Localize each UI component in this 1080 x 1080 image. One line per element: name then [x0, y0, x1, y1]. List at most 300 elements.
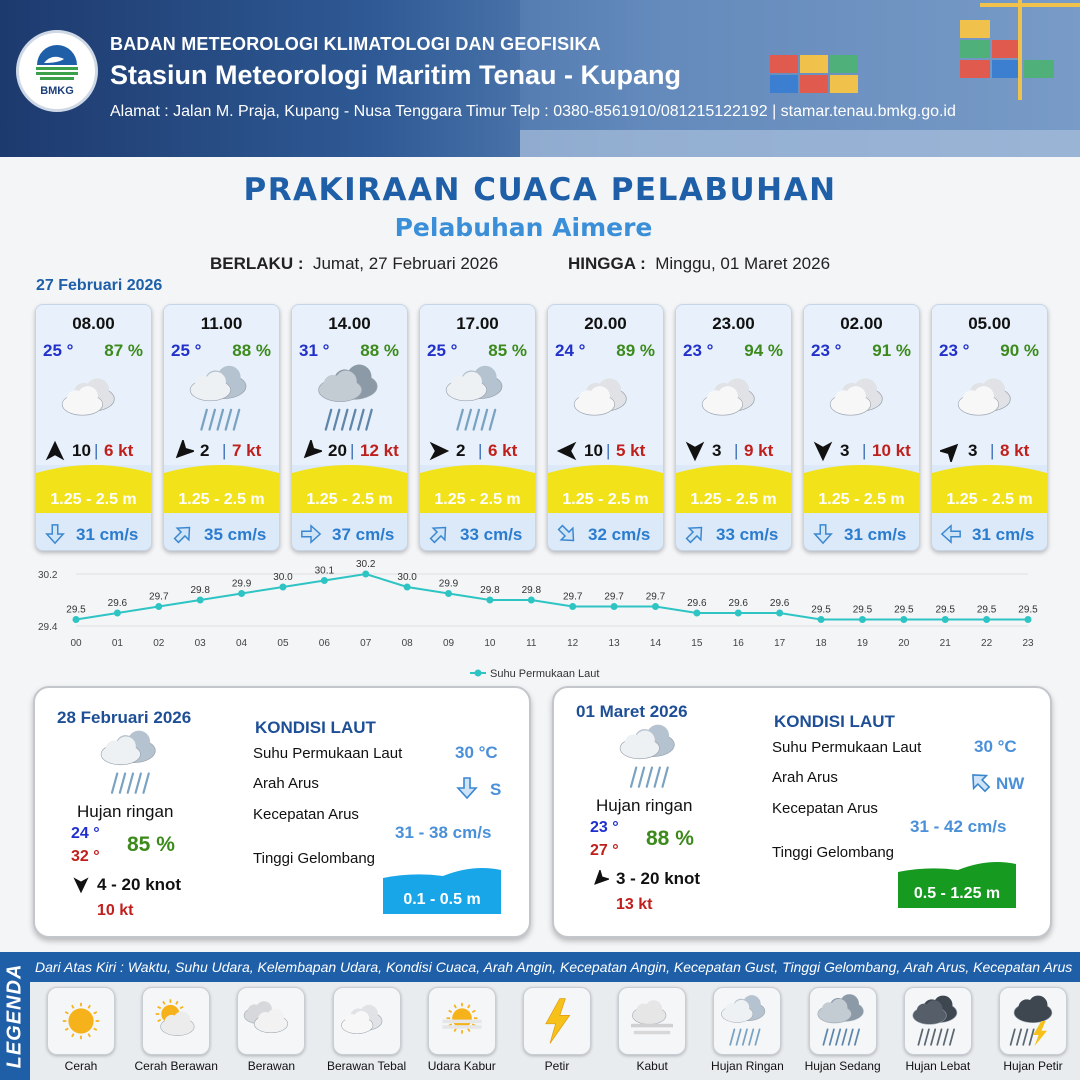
hourly-card [675, 304, 792, 551]
sst-data-label: 29.5 [66, 604, 86, 616]
card-current [420, 516, 535, 551]
card-temp: 24 ° [555, 341, 586, 360]
legend-icon-box [809, 987, 877, 1055]
forecast-date: 27 Februari 2026 [36, 277, 163, 294]
daily-weather [610, 722, 694, 792]
x-tick-label: 00 [70, 638, 82, 649]
x-tick-label: 03 [194, 638, 206, 649]
x-tick-label: 16 [732, 638, 744, 649]
current-direction-value: S [490, 780, 502, 799]
berawan-tebal-icon [339, 993, 395, 1049]
current-speed: 33 cm/s [460, 525, 523, 544]
daily-humidity: 88 % [646, 827, 694, 850]
current-arrow-icon [812, 523, 834, 545]
wind-direction [428, 440, 450, 462]
card-time: 20.00 [584, 314, 627, 333]
org-name: BADAN METEOROLOGI KLIMATOLOGI DAN GEOFISIKA [110, 34, 601, 54]
berawan-tebal-icon [950, 363, 1032, 435]
wind-direction [172, 440, 194, 462]
card-time: 17.00 [456, 314, 499, 333]
valid-from-label: BERLAKU : [210, 254, 304, 273]
wave-height-label: Tinggi Gelombang [253, 850, 376, 867]
legend-item-label: Cerah Berawan [134, 1059, 218, 1073]
legend-item [37, 987, 125, 1073]
sst-chart-svg [30, 560, 1060, 685]
card-weather [822, 363, 904, 435]
card-current [676, 516, 791, 551]
legend-icon-box [713, 987, 781, 1055]
daily-wind-direction [72, 876, 90, 894]
legend-icon-box [333, 987, 401, 1055]
card-temp: 25 ° [43, 341, 74, 360]
hujan-ringan-icon [719, 993, 775, 1049]
sst-value: 30 °C [455, 743, 498, 762]
wind-separator: | [990, 441, 995, 460]
sst-point [1025, 616, 1032, 623]
hourly-card [419, 304, 536, 551]
card-current [292, 516, 407, 551]
cerah-icon [53, 993, 109, 1049]
petir-icon [529, 993, 585, 1049]
daily-gust: 10 kt [97, 902, 134, 919]
chart-legend-label: Suhu Permukaan Laut [490, 668, 600, 680]
daily-current-direction [455, 776, 479, 805]
sst-data-label: 30.0 [273, 572, 293, 583]
wind-direction [940, 440, 962, 462]
wind-direction [556, 440, 578, 462]
legend-item [989, 987, 1077, 1073]
sst-line [76, 574, 1028, 620]
legend-icon-box [523, 987, 591, 1055]
wind-speed: 10 [72, 441, 91, 460]
gust-speed: 7 kt [232, 441, 262, 460]
sst-data-label: 29.9 [438, 578, 459, 590]
hujan-ringan-icon [438, 363, 520, 435]
current-speed: 31 cm/s [844, 525, 907, 544]
x-tick-label: 12 [567, 638, 579, 649]
card-weather [950, 363, 1032, 435]
legend-side-label: LEGENDA [3, 963, 26, 1069]
berawan-tebal-icon [694, 363, 776, 435]
port-name: Pelabuhan Aimere [394, 213, 653, 242]
hourly-card [803, 304, 920, 551]
legend-item [323, 987, 411, 1073]
sst-point [114, 610, 121, 617]
gust-speed: 6 kt [488, 441, 518, 460]
wind-separator: | [862, 441, 867, 460]
current-speed: 31 cm/s [972, 525, 1035, 544]
current-arrow-icon [556, 523, 578, 545]
station-address: Alamat : Jalan M. Praja, Kupang - Nusa Tenggara Timur Telp : 0380-8561910/081215122192 | stamar.tenau.bmkg.go.id [110, 103, 956, 120]
card-current [36, 516, 151, 551]
gust-speed: 6 kt [104, 441, 134, 460]
card-temp: 23 ° [811, 341, 842, 360]
current-arrow-icon [300, 523, 322, 545]
gust-speed: 9 kt [744, 441, 774, 460]
sst-point [735, 610, 742, 617]
x-tick-label: 21 [939, 638, 951, 649]
card-temp: 31 ° [299, 341, 330, 360]
wave-height: 1.25 - 2.5 m [562, 491, 649, 508]
logo-text: BMKG [40, 85, 74, 97]
sea-condition-title: KONDISI LAUT [774, 712, 895, 731]
wind-direction [684, 440, 706, 462]
sst-point [445, 590, 452, 597]
current-speed: 37 cm/s [332, 525, 395, 544]
wind-arrow-icon [428, 440, 450, 462]
bmkg-emblem-icon [32, 45, 82, 83]
legend-icon-box [618, 987, 686, 1055]
sst-data-label: 29.5 [935, 604, 955, 616]
x-tick-label: 07 [360, 638, 372, 649]
sst-data-label: 29.8 [480, 585, 500, 596]
legend-icon-box [999, 987, 1067, 1055]
card-wind [676, 438, 791, 464]
card-wind [36, 438, 151, 464]
daily-wind: 3 - 20 knot [616, 869, 701, 888]
wind-arrow-icon [556, 440, 578, 462]
current-direction-label: Arah Arus [772, 769, 838, 786]
legend-description: Dari Atas Kiri : Waktu, Suhu Udara, Kelembapan Udara, Kondisi Cuaca, Arah Angin, Kecepatan Angin, Kecepatan Gust, Tinggi Gelombang, Arah Arus, Kecepatan Arus [35, 959, 1073, 975]
x-tick-label: 13 [608, 638, 620, 649]
x-tick-label: 04 [236, 638, 248, 649]
x-tick-label: 10 [484, 638, 496, 649]
sst-point [900, 616, 907, 623]
page-title: PRAKIRAAN CUACA PELABUHAN [243, 172, 837, 208]
legend-item [513, 987, 601, 1073]
current-direction [172, 523, 194, 545]
sst-data-label: 29.8 [190, 585, 210, 596]
wind-direction [44, 440, 66, 462]
x-tick-label: 18 [815, 638, 827, 649]
sst-point [197, 597, 204, 604]
card-temp: 25 ° [171, 341, 202, 360]
udara-kabur-icon [434, 993, 490, 1049]
current-direction [556, 523, 578, 545]
legend-item-label: Udara Kabur [427, 1059, 496, 1073]
daily-temp-max: 32 ° [71, 848, 100, 865]
cerah-berawan-icon [148, 993, 204, 1049]
current-direction-label: Arah Arus [253, 775, 319, 792]
card-wind [164, 438, 279, 464]
current-direction [300, 523, 322, 545]
card-time: 23.00 [712, 314, 755, 333]
sst-point [942, 616, 949, 623]
wind-speed: 3 [840, 441, 850, 460]
sst-point [983, 616, 990, 623]
berawan-tebal-icon [566, 363, 648, 435]
wind-arrow-icon [172, 440, 194, 462]
valid-to [568, 254, 830, 274]
legend-side [0, 952, 30, 1080]
daily-weather [91, 728, 175, 798]
x-tick-label: 17 [774, 638, 786, 649]
card-humidity: 89 % [616, 341, 655, 360]
header-banner [0, 0, 1080, 157]
sst-point [776, 610, 783, 617]
y-tick-label: 30.2 [38, 570, 58, 581]
sst-data-label: 29.6 [107, 598, 128, 609]
daily-gust: 13 kt [616, 896, 653, 913]
sst-point [73, 616, 80, 623]
current-arrow-icon [684, 523, 706, 545]
daily-wave-box [383, 866, 501, 914]
legend-item [894, 987, 982, 1073]
sst-point [569, 603, 576, 610]
sst-data-label: 29.6 [769, 598, 790, 609]
legend-item [608, 987, 696, 1073]
wind-separator: | [734, 441, 739, 460]
hujan-ringan-icon [610, 722, 694, 792]
wave-height: 1.25 - 2.5 m [178, 491, 265, 508]
current-arrow-icon [968, 770, 992, 794]
sst-point [652, 603, 659, 610]
card-time: 14.00 [328, 314, 371, 333]
sst-data-label: 30.2 [356, 560, 376, 570]
daily-panel [552, 686, 1052, 938]
card-humidity: 85 % [488, 341, 527, 360]
current-speed: 35 cm/s [204, 525, 267, 544]
card-weather [310, 363, 392, 435]
card-weather [694, 363, 776, 435]
sst-point [321, 577, 328, 584]
card-time: 02.00 [840, 314, 883, 333]
daily-condition: Hujan ringan [77, 802, 174, 821]
card-time: 05.00 [968, 314, 1011, 333]
sst-data-label: 29.5 [852, 604, 873, 616]
legend-item-label: Kabut [636, 1059, 668, 1073]
valid-to-value: Minggu, 01 Maret 2026 [655, 254, 831, 273]
bmkg-logo [16, 30, 98, 112]
sst-data-label: 29.5 [811, 604, 831, 616]
card-current [804, 516, 919, 551]
sst-point [404, 584, 411, 591]
legend-item [132, 987, 220, 1073]
current-direction [812, 523, 834, 545]
wind-separator: | [478, 441, 483, 460]
x-tick-label: 14 [649, 638, 662, 649]
sst-point [818, 616, 825, 623]
current-direction [940, 523, 962, 545]
x-tick-label: 09 [442, 638, 455, 649]
current-speed-value: 31 - 38 cm/s [395, 823, 492, 842]
card-wind [804, 438, 919, 464]
legend-item [703, 987, 791, 1073]
wind-separator: | [222, 441, 227, 460]
sea-condition-title: KONDISI LAUT [255, 718, 376, 737]
x-tick-label: 19 [856, 638, 868, 649]
hujan-petir-icon [1005, 993, 1061, 1049]
berawan-icon [243, 993, 299, 1049]
daily-condition: Hujan ringan [596, 796, 693, 815]
wind-arrow-icon [940, 440, 962, 462]
current-direction [684, 523, 706, 545]
hujan-lebat-icon [910, 993, 966, 1049]
sst-point [155, 603, 162, 610]
current-speed: 33 cm/s [716, 525, 779, 544]
legend-item-label: Cerah [64, 1059, 98, 1073]
daily-humidity: 85 % [127, 833, 175, 856]
sst-data-label: 29.6 [687, 598, 707, 609]
legend-item [799, 987, 887, 1073]
daily-wind: 4 - 20 knot [97, 875, 182, 894]
wind-arrow-icon [812, 440, 834, 462]
daily-wave-box [898, 860, 1016, 908]
current-arrow-icon [455, 776, 479, 800]
card-humidity: 88 % [360, 341, 399, 360]
hujan-sedang-icon [310, 363, 392, 435]
wind-arrow-icon [72, 876, 90, 894]
current-speed: 32 cm/s [588, 525, 651, 544]
legend-item-label: Hujan Ringan [711, 1059, 784, 1073]
current-arrow-icon [44, 523, 66, 545]
card-humidity: 90 % [1000, 341, 1039, 360]
gust-speed: 5 kt [616, 441, 646, 460]
card-temp: 25 ° [427, 341, 458, 360]
sst-point [279, 584, 286, 591]
x-tick-label: 02 [153, 638, 165, 649]
sst-point [238, 590, 245, 597]
current-speed-label: Kecepatan Arus [772, 800, 878, 817]
legend-item-label: Hujan Petir [1003, 1059, 1063, 1073]
card-humidity: 87 % [104, 341, 143, 360]
card-temp: 23 ° [683, 341, 714, 360]
card-weather [438, 363, 520, 435]
current-direction [44, 523, 66, 545]
card-wind [420, 438, 535, 464]
legend-marker-icon [475, 670, 482, 677]
card-current [932, 516, 1047, 551]
current-speed-value: 31 - 42 cm/s [910, 817, 1007, 836]
card-time: 11.00 [200, 314, 243, 333]
legend-icon-box [47, 987, 115, 1055]
hujan-ringan-icon [91, 728, 175, 798]
hourly-card [163, 304, 280, 551]
sst-point [362, 571, 369, 578]
card-wind [548, 438, 663, 464]
daily-temp-max: 27 ° [590, 842, 619, 859]
wind-arrow-icon [300, 440, 322, 462]
wind-speed: 10 [584, 441, 603, 460]
hourly-card [291, 304, 408, 551]
x-tick-label: 15 [691, 638, 703, 649]
wind-speed: 20 [328, 441, 347, 460]
gust-speed: 10 kt [872, 441, 911, 460]
wind-arrow-icon [44, 440, 66, 462]
legend-item-label: Hujan Lebat [905, 1059, 971, 1073]
card-humidity: 94 % [744, 341, 783, 360]
sst-point [693, 610, 700, 617]
wave-height: 1.25 - 2.5 m [946, 491, 1033, 508]
wind-speed: 3 [968, 441, 978, 460]
legend-icon-box [428, 987, 496, 1055]
daily-wave-value: 0.5 - 1.25 m [913, 885, 1001, 902]
sst-data-label: 29.5 [894, 604, 914, 616]
sst-data-label: 29.7 [604, 591, 624, 603]
wind-direction [300, 440, 322, 462]
legend-icon-box [237, 987, 305, 1055]
sst-data-label: 29.7 [645, 591, 666, 603]
wave-height: 1.25 - 2.5 m [434, 491, 521, 508]
card-temp: 23 ° [939, 341, 970, 360]
x-tick-label: 11 [526, 638, 537, 649]
sst-chart [30, 560, 1060, 685]
wave-height: 1.25 - 2.5 m [306, 491, 393, 508]
card-weather [182, 363, 264, 435]
card-wind [292, 438, 407, 464]
hujan-sedang-icon [815, 993, 871, 1049]
hourly-card [931, 304, 1048, 551]
station-name: Stasiun Meteorologi Maritim Tenau - Kupang [110, 60, 682, 90]
current-direction [428, 523, 450, 545]
hourly-card [35, 304, 152, 551]
valid-to-label: HINGGA : [568, 254, 646, 273]
x-tick-label: 22 [981, 638, 993, 649]
daily-panel [33, 686, 531, 938]
card-current [164, 516, 279, 551]
berawan-tebal-icon [822, 363, 904, 435]
x-tick-label: 08 [401, 638, 413, 649]
legend-icon-box [904, 987, 972, 1055]
current-direction-value: NW [996, 774, 1025, 793]
legend-item-label: Berawan Tebal [327, 1059, 407, 1073]
x-tick-label: 05 [277, 638, 289, 649]
wind-speed: 2 [200, 441, 210, 460]
sst-data-label: 29.5 [1018, 604, 1038, 616]
current-arrow-icon [172, 523, 194, 545]
wave-height: 1.25 - 2.5 m [50, 491, 137, 508]
sst-data-label: 29.8 [521, 585, 542, 596]
wind-arrow-icon [591, 870, 609, 888]
valid-from-value: Jumat, 27 Februari 2026 [312, 254, 499, 273]
legend-item-label: Berawan [247, 1059, 296, 1073]
kabut-icon [624, 993, 680, 1049]
wind-separator: | [606, 441, 611, 460]
valid-from [210, 254, 498, 274]
card-humidity: 88 % [232, 341, 271, 360]
legend-item-label: Petir [544, 1059, 570, 1073]
wind-direction [812, 440, 834, 462]
sst-label: Suhu Permukaan Laut [253, 745, 403, 762]
legend-icon-box [142, 987, 210, 1055]
gust-speed: 12 kt [360, 441, 399, 460]
sst-point [528, 597, 535, 604]
wind-separator: | [350, 441, 355, 460]
sst-point [486, 597, 493, 604]
sst-data-label: 29.7 [149, 591, 169, 603]
current-speed: 31 cm/s [76, 525, 139, 544]
daily-temp-min: 23 ° [590, 819, 619, 836]
daily-date: 01 Maret 2026 [576, 702, 688, 721]
sst-data-label: 29.7 [562, 591, 583, 603]
card-humidity: 91 % [872, 341, 911, 360]
wave-height: 1.25 - 2.5 m [818, 491, 905, 508]
wind-arrow-icon [684, 440, 706, 462]
x-tick-label: 06 [318, 638, 330, 649]
card-wind [932, 438, 1047, 464]
legend-bar [30, 952, 1080, 982]
legend-item [227, 987, 315, 1073]
card-time: 08.00 [72, 314, 115, 333]
wind-speed: 3 [712, 441, 722, 460]
current-arrow-icon [428, 523, 450, 545]
wind-separator: | [94, 441, 99, 460]
sst-data-label: 30.0 [397, 572, 417, 583]
berawan-tebal-icon [54, 363, 136, 435]
daily-wind-direction [591, 870, 609, 888]
sst-data-label: 29.9 [231, 578, 252, 590]
y-tick-label: 29.4 [38, 622, 58, 633]
